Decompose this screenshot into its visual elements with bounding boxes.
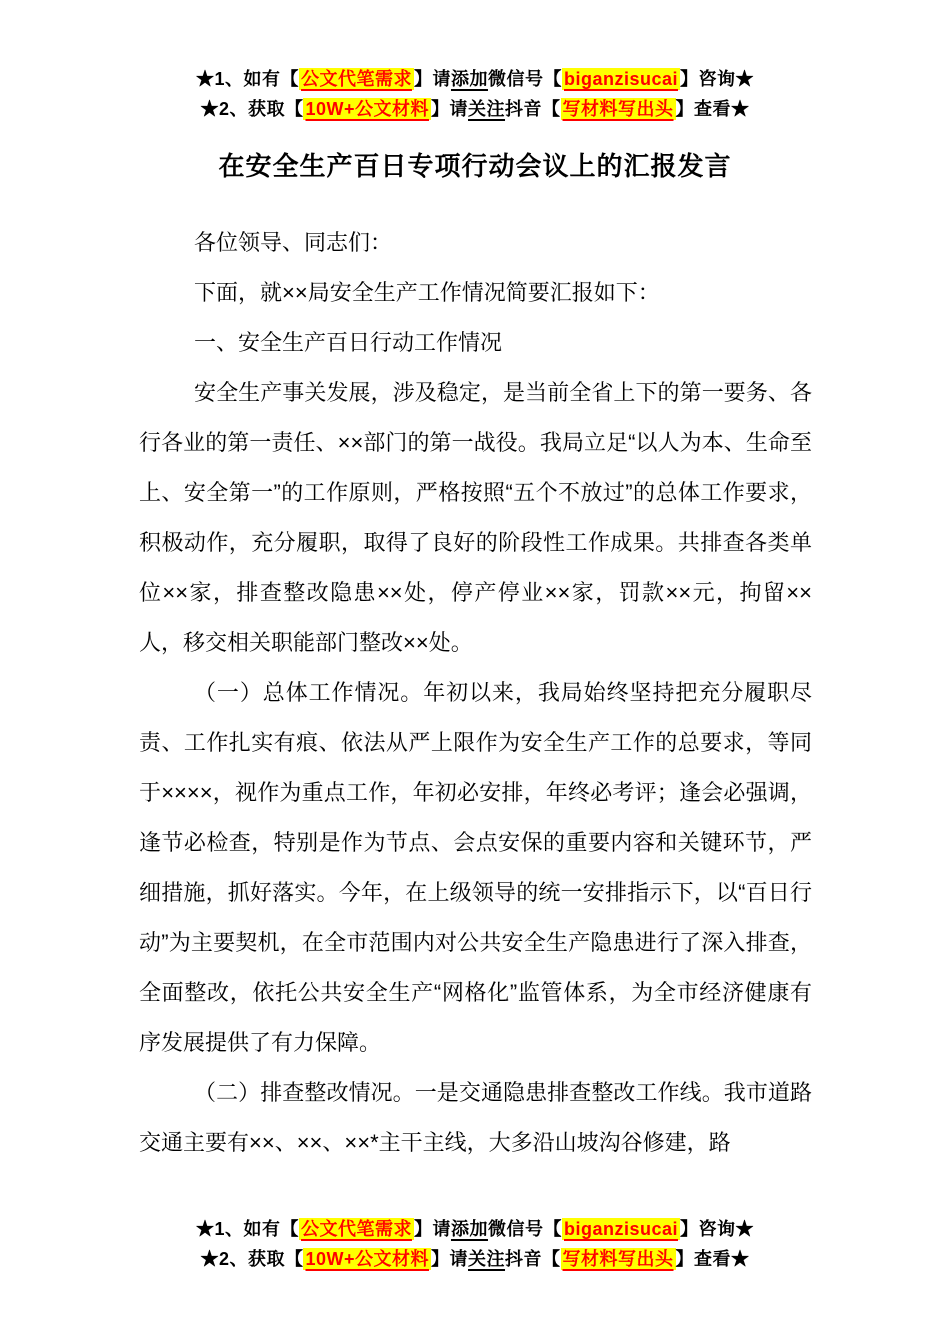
promo-segment-plain: 】查看★	[675, 1249, 750, 1269]
promo-segment-red-highlight: biganzisucai	[563, 69, 679, 89]
promo-segment-underline: 添加	[450, 69, 488, 89]
document-body	[139, 218, 812, 1168]
promo-segment-red-highlight: 公文代笔需求	[300, 1219, 412, 1239]
promo-segment-plain: ★2、获取【	[200, 99, 304, 119]
promo-segment-red-highlight: 10W+公文材料	[305, 99, 430, 119]
promo-segment-plain: ★1、如有【	[195, 1219, 299, 1239]
paragraph: （二）排查整改情况。一是交通隐患排查整改工作线。我市道路交通主要有××、××、××*主干主线，大多沿山坡沟谷修建，路	[139, 1080, 812, 1155]
promo-footer-line-2	[0, 1244, 950, 1274]
promo-segment-red-highlight: 写材料写出头	[562, 99, 674, 119]
promo-segment-underline: 关注	[468, 1249, 506, 1269]
promo-segment-plain: 】请	[413, 69, 451, 89]
promo-header-line-2	[0, 94, 950, 124]
promo-segment-plain: 抖音【	[505, 99, 561, 119]
promo-segment-plain: 】请	[431, 99, 469, 119]
promo-footer-line-1	[0, 1214, 950, 1244]
paragraph: 下面，就××局安全生产工作情况简要汇报如下：	[194, 280, 660, 305]
paragraph: （一）总体工作情况。年初以来，我局始终坚持把充分履职尽责、工作扎实有痕、依法从严上限作为安全生产工作的总要求，等同于××××，视作为重点工作，年初必安排，年终必考评；逢会必强调，逢节必检查，特别是作为节点、会点安保的重要内容和关键环节，严细措施，抓好落实。今年，在上级领导的统一安排指示下，以“百日行动”为主要契机，在全市范围内对公共安全生产隐患进行了深入排查，全面整改，依托公共安全生产“网格化”监管体系，为全市经济健康有序发展提供了有力保障。	[139, 680, 812, 1055]
promo-segment-underline: 添加	[450, 1219, 488, 1239]
paragraph: 安全生产事关发展，涉及稳定，是当前全省上下的第一要务、各行各业的第一责任、××部门的第一战役。我局立足“以人为本、生命至上、安全第一”的工作原则，严格按照“五个不放过”的总体工作要求，积极动作，充分履职，取得了良好的阶段性工作成果。共排查各类单位××家，排查整改隐患××处，停产停业××家，罚款××元，拘留××人，移交相关职能部门整改××处。	[139, 380, 812, 655]
promo-segment-red-highlight: 写材料写出头	[562, 1249, 674, 1269]
promo-segment-underline: 关注	[468, 99, 506, 119]
promo-segment-plain: 微信号【	[487, 69, 562, 89]
paragraph: 各位领导、同志们：	[194, 230, 393, 255]
paragraph: 一、安全生产百日行动工作情况	[194, 330, 503, 355]
promo-segment-plain: ★2、获取【	[200, 1249, 304, 1269]
promo-segment-plain: 】咨询★	[680, 1219, 755, 1239]
promo-segment-plain: 】请	[413, 1219, 451, 1239]
promo-header-line-1	[0, 64, 950, 94]
promo-segment-plain: 抖音【	[505, 1249, 561, 1269]
promo-segment-plain: 】请	[431, 1249, 469, 1269]
promo-footer	[0, 1214, 950, 1274]
promo-segment-red-highlight: 10W+公文材料	[305, 1249, 430, 1269]
promo-segment-plain: 】查看★	[675, 99, 750, 119]
promo-segment-plain: ★1、如有【	[195, 69, 299, 89]
promo-segment-plain: 】咨询★	[680, 69, 755, 89]
promo-segment-plain: 微信号【	[487, 1219, 562, 1239]
promo-segment-red-highlight: 公文代笔需求	[300, 69, 412, 89]
promo-segment-red-highlight: biganzisucai	[563, 1219, 679, 1239]
promo-header	[0, 64, 950, 124]
document-title: 在安全生产百日专项行动会议上的汇报发言	[218, 151, 732, 181]
